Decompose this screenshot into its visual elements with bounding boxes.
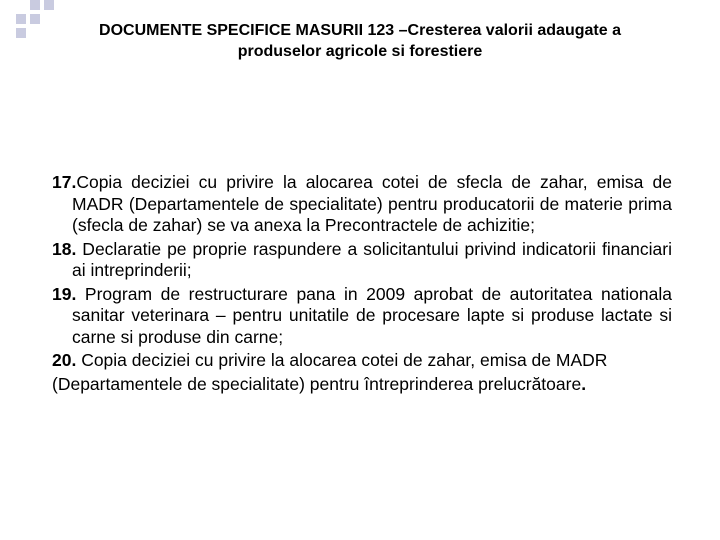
list-item-17 xyxy=(52,172,672,237)
document-list xyxy=(52,172,672,397)
list-item-18 xyxy=(52,239,672,282)
item-number: 18. xyxy=(52,238,77,259)
item-number: 20. xyxy=(52,350,77,370)
item-number: 17. xyxy=(52,172,77,192)
list-item-20 xyxy=(52,350,672,372)
list-item-19 xyxy=(52,284,672,349)
title-bold-part: DOCUMENTE SPECIFICE MASURII xyxy=(99,22,364,39)
deco-square xyxy=(30,0,40,10)
deco-square xyxy=(16,14,26,24)
title-line-two: produselor agricole si forestiere xyxy=(237,43,483,60)
item-number: 19. xyxy=(52,283,77,304)
continuation-period: . xyxy=(581,373,587,394)
deco-square xyxy=(44,0,54,10)
item-text: Copia deciziei cu privire la alocarea cotei de zahar, emisa de MADR xyxy=(76,350,608,370)
item-text: Copia deciziei cu privire la alocarea cotei de sfecla de zahar, emisa de MADR (Departamentele de specialitate) pentru producatorii de materie prima (sfecla de zahar) se va anexa la Precontractele de achizitie; xyxy=(72,172,672,235)
item-text: Program de restructurare pana in 2009 aprobat de autoritatea nationala sanitar veterinara – pentru unitatile de procesare lapte si produse lactate si carne si produse din carne; xyxy=(72,283,672,347)
continuation-text: (Departamentele de specialitate) pentru întreprinderea prelucrătoare xyxy=(52,373,582,394)
deco-square xyxy=(30,14,40,24)
list-item-continuation xyxy=(52,374,672,396)
item-text: Declaratie pe proprie raspundere a solicitantului privind indicatorii financiari ai intreprinderii; xyxy=(72,238,672,280)
title-rest-part: 123 –Cresterea valorii adaugate a xyxy=(363,22,621,39)
page-title xyxy=(40,20,680,62)
deco-square xyxy=(16,28,26,38)
